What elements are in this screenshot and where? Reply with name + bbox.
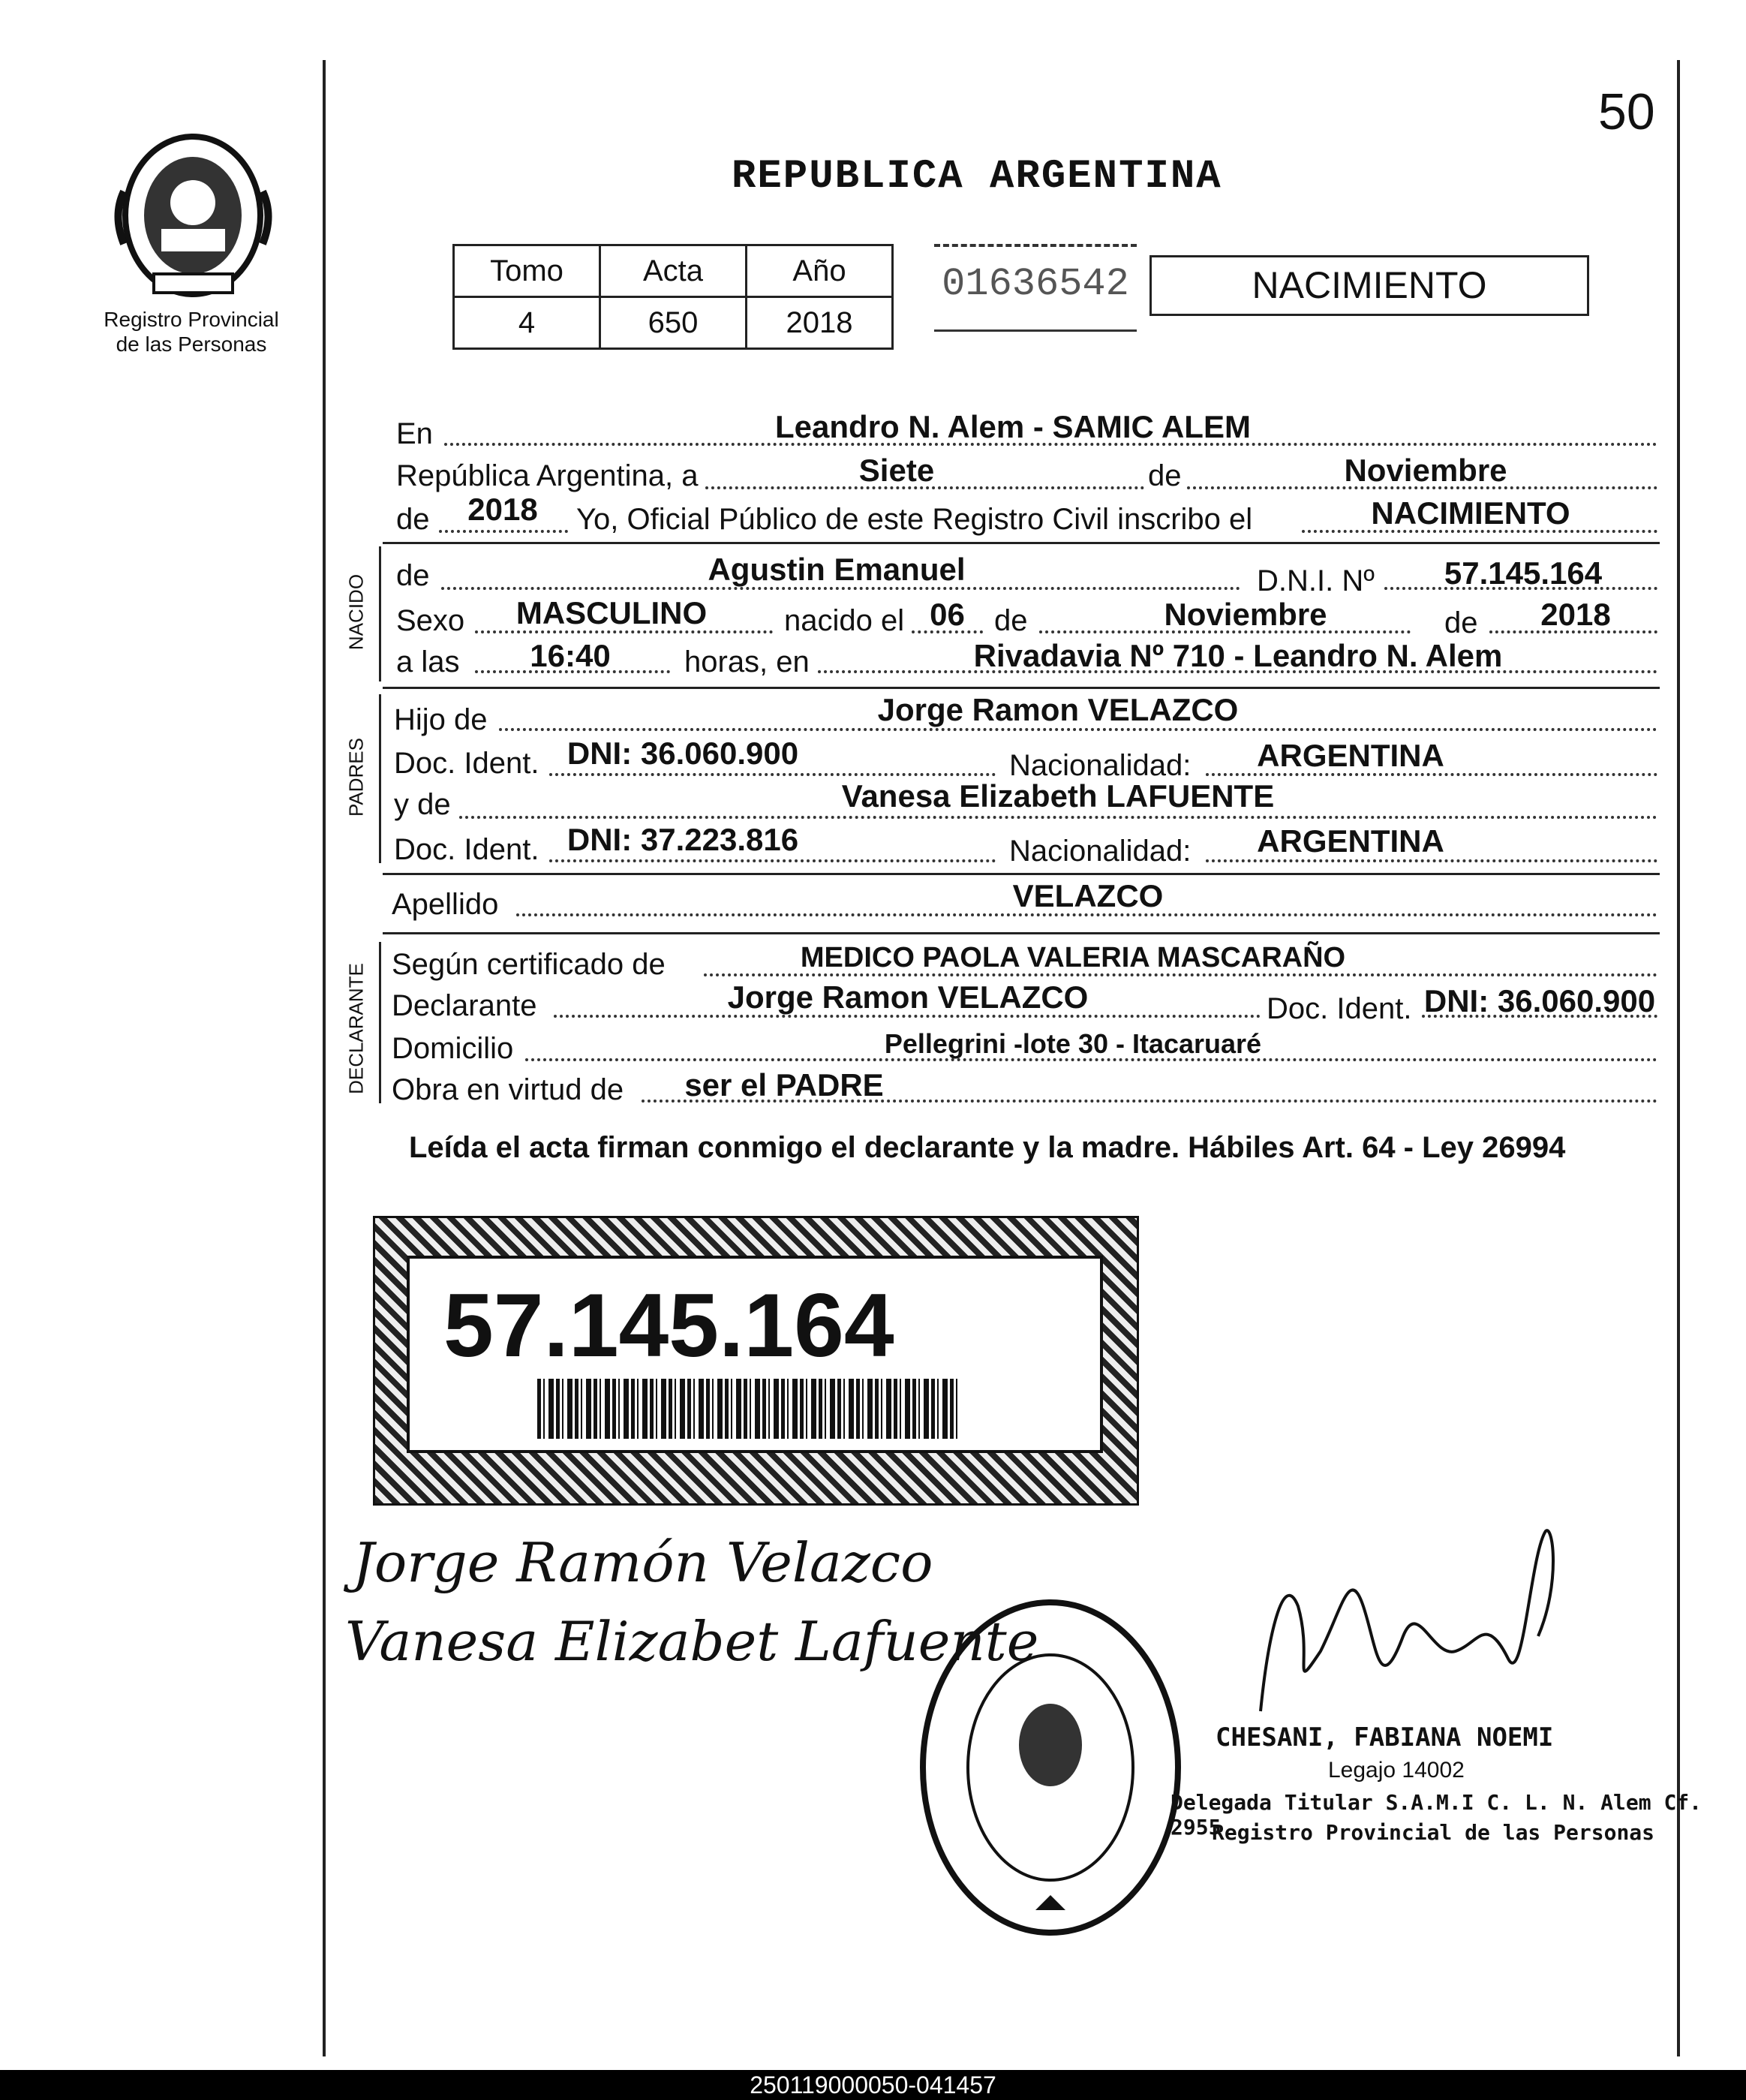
left-margin-line: [323, 60, 326, 2056]
dots-madre-nac: [1206, 859, 1657, 862]
label-nacionalidad-padre: Nacionalidad:: [1009, 749, 1192, 782]
value-inscribe: NACIMIENTO: [1371, 495, 1570, 531]
official-legajo: Legajo 14002: [1328, 1758, 1465, 1783]
divider-1: [383, 542, 1660, 544]
value-tomo: 4: [454, 297, 600, 349]
page-number: 50: [1598, 83, 1655, 140]
registry-seal: [915, 1595, 1186, 1940]
value-certificado: MEDICO PAOLA VALERIA MASCARAÑO: [800, 942, 1346, 973]
label-apellido: Apellido: [392, 888, 499, 921]
dots-madre: [459, 816, 1657, 819]
serial-number: 01636542: [942, 262, 1129, 306]
footer-code: 250119000050-041457: [750, 2071, 996, 2098]
header-tomo: Tomo: [454, 245, 600, 297]
value-madre-nac: ARGENTINA: [1257, 823, 1444, 859]
value-madre-doc: DNI: 37.223.816: [566, 822, 799, 857]
label-nacido-el: nacido el: [784, 604, 905, 637]
value-lugar: Leandro N. Alem - SAMIC ALEM: [775, 409, 1251, 444]
value-nac-anio: 2018: [1540, 597, 1611, 632]
dni-barcode-label: [373, 1216, 1139, 1506]
side-label-padres: PADRES: [344, 738, 368, 817]
label-nacionalidad-madre: Nacionalidad:: [1009, 835, 1192, 868]
closing-note: Leída el acta firman conmigo el declarante y la madre. Hábiles Art. 64 - Ley 26994: [409, 1131, 1566, 1164]
label-sexo: Sexo: [396, 604, 465, 637]
value-dia: Siete: [858, 453, 935, 488]
label-doc-ident-padre: Doc. Ident.: [394, 747, 539, 780]
value-sexo: MASCULINO: [515, 595, 708, 630]
dots-padre-doc: [549, 773, 996, 776]
divider-2: [383, 687, 1660, 689]
value-nac-mes: Noviembre: [1164, 597, 1327, 632]
dots-madre-doc: [549, 859, 996, 862]
value-domicilio: Pellegrini -lote 30 - Itacaruaré: [884, 1028, 1262, 1059]
value-lugar-nac: Rivadavia Nº 710 - Leandro N. Alem: [973, 638, 1503, 673]
label-horas-en: horas, en: [684, 645, 810, 678]
header-ano: Año: [747, 245, 893, 297]
tomo-acta-ano-table: [452, 244, 894, 350]
side-label-nacido: NACIDO: [344, 573, 368, 651]
label-segun: Según certificado de: [392, 948, 666, 981]
dni-label-number: 57.145.164: [443, 1275, 894, 1376]
label-yo: Yo, Oficial Público de este Registro Civil inscribo el: [576, 503, 1253, 536]
official-org: Registro Provincial de las Personas: [1212, 1820, 1655, 1845]
label-y-de: y de: [394, 788, 451, 821]
document-type-box: [1149, 255, 1589, 316]
right-margin-line: [1677, 60, 1680, 2056]
nacido-bracket: [379, 546, 381, 681]
logo-caption-2: de las Personas: [116, 332, 267, 356]
value-apellido: VELAZCO: [1012, 878, 1164, 913]
logo-caption-1: Registro Provincial: [104, 308, 279, 331]
value-declarante-doc: DNI: 36.060.900: [1423, 983, 1656, 1018]
signature-mother: Vanesa Elizabet Lafuente: [345, 1610, 1039, 1673]
value-padre-nac: ARGENTINA: [1257, 738, 1444, 773]
label-obra: Obra en virtud de: [392, 1073, 624, 1106]
value-hora: 16:40: [530, 638, 611, 673]
label-doc-ident-madre: Doc. Ident.: [394, 833, 539, 866]
label-republica: República Argentina, a: [396, 459, 699, 492]
signature-father: Jorge Ramón Velazco: [353, 1531, 933, 1594]
label-dni-no: D.N.I. Nº: [1257, 564, 1375, 597]
dots-anio: [439, 530, 568, 533]
label-de-mes: de: [1148, 459, 1182, 492]
official-role: Delegada Titular S.A.M.I C. L. N. Alem Cf. 2955: [1171, 1790, 1702, 1840]
value-nombre: Agustin Emanuel: [708, 552, 966, 587]
dots-padre: [499, 728, 1657, 731]
dni-label-inner: [407, 1256, 1103, 1453]
value-anio: 2018: [467, 492, 538, 527]
padres-bracket: [379, 694, 381, 863]
value-padre-doc: DNI: 36.060.900: [566, 736, 799, 771]
label-doc-ident-declarante: Doc. Ident.: [1267, 992, 1412, 1025]
official-signature: [1238, 1524, 1576, 1734]
value-obra: ser el PADRE: [684, 1067, 884, 1103]
label-a-las: a las: [396, 645, 460, 678]
declarante-bracket: [379, 942, 381, 1103]
serial-stamp: [934, 244, 1137, 332]
value-dni: 57.145.164: [1444, 555, 1603, 591]
value-declarante: Jorge Ramon VELAZCO: [727, 979, 1089, 1015]
label-de-nombre: de: [396, 559, 430, 592]
barcode: [537, 1379, 961, 1439]
header-acta: Acta: [600, 245, 747, 297]
footer-bar: [0, 2070, 1746, 2100]
label-en: En: [396, 417, 433, 450]
value-padre: Jorge Ramon VELAZCO: [877, 692, 1239, 727]
value-nac-dia: 06: [930, 597, 965, 632]
page-title: REPUBLICA ARGENTINA: [732, 154, 1222, 200]
official-name: CHESANI, FABIANA NOEMI: [1216, 1722, 1554, 1753]
label-de-nac-mes: de: [994, 604, 1028, 637]
divider-3: [383, 873, 1660, 875]
value-mes: Noviembre: [1344, 453, 1507, 488]
value-ano: 2018: [747, 297, 893, 349]
value-acta: 650: [600, 297, 747, 349]
label-domicilio: Domicilio: [392, 1032, 514, 1065]
label-de-anio: de: [396, 503, 430, 536]
province-logo: [109, 131, 278, 300]
divider-4: [383, 932, 1660, 934]
document-type: NACIMIENTO: [1252, 264, 1487, 306]
label-declarante: Declarante: [392, 989, 537, 1022]
label-hijo-de: Hijo de: [394, 703, 488, 736]
value-madre: Vanesa Elizabeth LAFUENTE: [841, 778, 1275, 814]
label-de-nac-anio: de: [1444, 606, 1478, 639]
side-label-declarante: DECLARANTE: [344, 963, 368, 1094]
